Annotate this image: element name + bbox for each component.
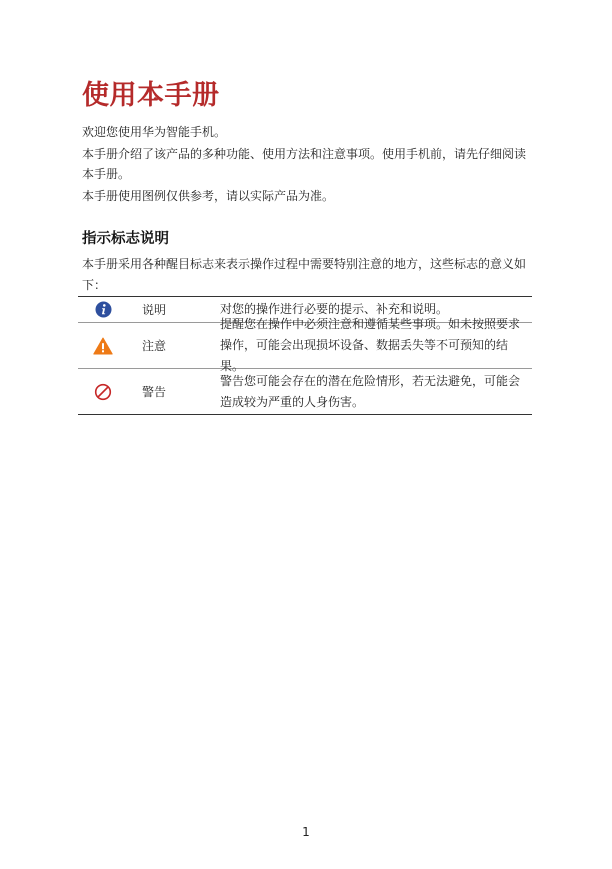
legend-label: 说明 — [142, 302, 167, 317]
legend-description: 对您的操作进行必要的提示、补充和说明。 — [220, 302, 449, 316]
caution-triangle-icon — [93, 337, 113, 355]
page-number: 1 — [302, 825, 310, 839]
legend-icon-cell — [78, 337, 126, 355]
info-icon — [95, 301, 112, 318]
section-heading: 指示标志说明 — [82, 231, 169, 247]
legend-icon-cell — [78, 301, 126, 318]
prohibited-icon — [94, 383, 112, 401]
intro-paragraph-1: 欢迎您使用华为智能手机。 — [82, 125, 227, 139]
symbol-legend-table — [78, 296, 532, 415]
legend-label: 注意 — [142, 338, 167, 353]
intro-paragraph-3: 本手册使用图例仅供参考，请以实际产品为准。 — [82, 189, 335, 203]
page-title: 使用本手册 — [82, 80, 220, 111]
legend-row-warning — [78, 369, 532, 414]
legend-icon-cell — [78, 383, 126, 401]
intro-paragraph-2: 本手册介绍了该产品的多种功能、使用方法和注意事项。使用手机前，请先仔细阅读本手册。 — [82, 147, 527, 181]
legend-description: 警告您可能会存在的潜在危险情形，若无法避免，可能会造成较为严重的人身伤害。 — [220, 373, 521, 409]
section-description: 本手册采用各种醒目标志来表示操作过程中需要特别注意的地方，这些标志的意义如下： — [82, 257, 527, 292]
intro-text — [82, 122, 534, 208]
legend-description: 提醒您在操作中必须注意和遵循某些事项。如未按照要求操作，可能会出现损坏设备、数据丢失等不可预知的结果。 — [220, 317, 521, 373]
legend-label: 警告 — [142, 384, 167, 399]
legend-row-caution — [78, 317, 532, 373]
